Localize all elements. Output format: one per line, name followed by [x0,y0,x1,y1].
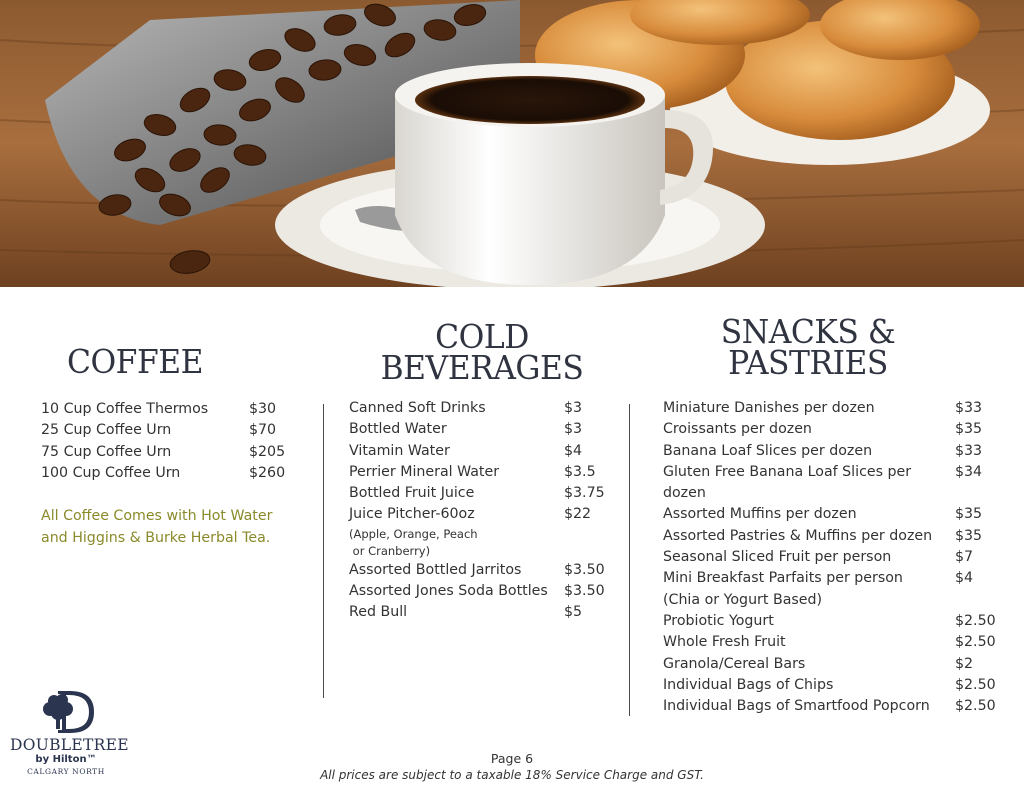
menu-item [349,462,619,483]
menu-item [663,696,1008,717]
item-subtext-line1: (Apple, Orange, Peach [349,526,478,541]
coffee-note-line1: All Coffee Comes with Hot Water [41,508,273,524]
menu-item [663,526,1008,547]
menu-item [663,441,1008,462]
item-name: Assorted Muffins per dozen [663,506,857,523]
item-price: $4 [955,570,974,587]
menu-item [663,611,1008,632]
column-divider [323,404,324,698]
item-price: $2.50 [955,676,996,693]
menu-item [349,560,619,581]
item-price: $260 [249,464,286,481]
snacks-pastries-menu-list [663,398,1008,717]
item-price: $3.5 [564,463,596,480]
menu-item [349,398,619,419]
item-name-line2: (Chia or Yogurt Based) [663,591,823,608]
item-name: Perrier Mineral Water [349,463,500,480]
item-name: 10 Cup Coffee Thermos [41,401,209,417]
item-price: $7 [955,549,974,566]
item-subtext-line2: or Cranberry) [349,543,431,558]
item-price: $205 [249,443,286,460]
item-name: Assorted Jones Soda Bottles [349,583,548,600]
item-price: $2.50 [955,634,996,651]
doubletree-d-tree-icon [36,689,96,735]
item-name: Assorted Bottled Jarritos [349,561,522,578]
item-name: Whole Fresh Fruit [663,634,786,651]
item-price: $3.50 [564,561,605,578]
menu-item [663,504,1008,525]
item-name: Mini Breakfast Parfaits per person [663,570,903,587]
logo-brand: DOUBLETREE [10,736,129,754]
item-name: Granola/Cereal Bars [663,655,806,672]
item-price: $4 [564,442,583,459]
item-price: $33 [955,400,983,416]
page-number: Page 6 [490,751,534,766]
item-price: $30 [249,401,277,417]
coffee-note [41,506,311,549]
menu-item [349,581,619,602]
item-price: $3 [564,421,583,438]
logo-by-hilton: by Hilton™ [35,754,97,765]
cold-heading-line2: BEVERAGES [380,348,584,387]
service-charge-note: All prices are subject to a taxable 18% Service Charge and GST. [320,768,704,782]
menu-item [41,463,301,484]
coffee-photo-illustration [0,0,1024,287]
coffee-heading-text: COFFEE [66,342,204,381]
item-price: $35 [955,421,983,438]
menu-item [41,420,301,441]
item-name: Bottled Water [349,421,447,438]
menu-item [349,483,619,504]
item-name: Canned Soft Drinks [349,400,486,416]
item-name: Juice Pitcher-60oz [349,506,475,523]
item-name: Individual Bags of Chips [663,676,834,693]
coffee-note-line2: and Higgins & Burke Herbal Tea. [41,529,271,546]
item-name: Bottled Fruit Juice [349,485,475,502]
item-name: Seasonal Sliced Fruit per person [663,549,892,566]
item-name: 25 Cup Coffee Urn [41,422,172,439]
menu-item [663,654,1008,675]
menu-item [349,504,619,559]
item-price: $3 [564,400,583,416]
item-name: 75 Cup Coffee Urn [41,443,172,460]
snacks-heading-line1: SNACKS & [720,312,896,351]
item-name: Gluten Free Banana Loaf Slices per [663,463,912,480]
item-name: Vitamin Water [349,442,450,459]
menu-item [41,442,301,463]
item-price: $70 [249,422,277,439]
column-divider [629,404,630,716]
item-name: Miniature Danishes per dozen [663,400,875,416]
item-price: $3.50 [564,583,605,600]
menu-item [663,632,1008,653]
coffee-heading [64,342,207,381]
menu-item [41,399,301,420]
item-name: Assorted Pastries & Muffins per dozen [663,527,933,544]
logo-location: CALGARY NORTH [27,767,105,776]
menu-item [663,568,1008,611]
item-name: Probiotic Yogurt [663,612,774,629]
coffee-menu-list [41,399,301,484]
item-name: Banana Loaf Slices per dozen [663,442,873,459]
item-price: $22 [564,506,592,523]
item-price: $2 [955,655,974,672]
cold-heading-line1: COLD [435,317,529,356]
item-name: Red Bull [349,604,408,621]
snacks-pastries-heading [694,312,922,382]
item-price: $35 [955,527,983,544]
menu-item [349,419,619,440]
snacks-heading-line2: PASTRIES [728,343,888,382]
item-name-line2: dozen [663,485,706,502]
menu-item [663,547,1008,568]
hero-photo [0,0,1024,287]
item-price: $35 [955,506,983,523]
item-name: Croissants per dozen [663,421,812,438]
menu-item [663,398,1008,419]
menu-item [349,441,619,462]
item-price: $2.50 [955,612,996,629]
item-name: Individual Bags of Smartfood Popcorn [663,698,930,715]
cold-beverages-menu-list [349,398,619,624]
item-price: $3.75 [564,485,605,502]
menu-item [349,602,619,623]
item-price: $34 [955,463,983,480]
menu-item [663,462,1008,505]
cold-beverages-heading [368,317,596,387]
item-price: $33 [955,442,983,459]
menu-item [663,675,1008,696]
item-price: $2.50 [955,698,996,715]
menu-item [663,419,1008,440]
item-price: $5 [564,604,583,621]
item-name: 100 Cup Coffee Urn [41,464,181,481]
